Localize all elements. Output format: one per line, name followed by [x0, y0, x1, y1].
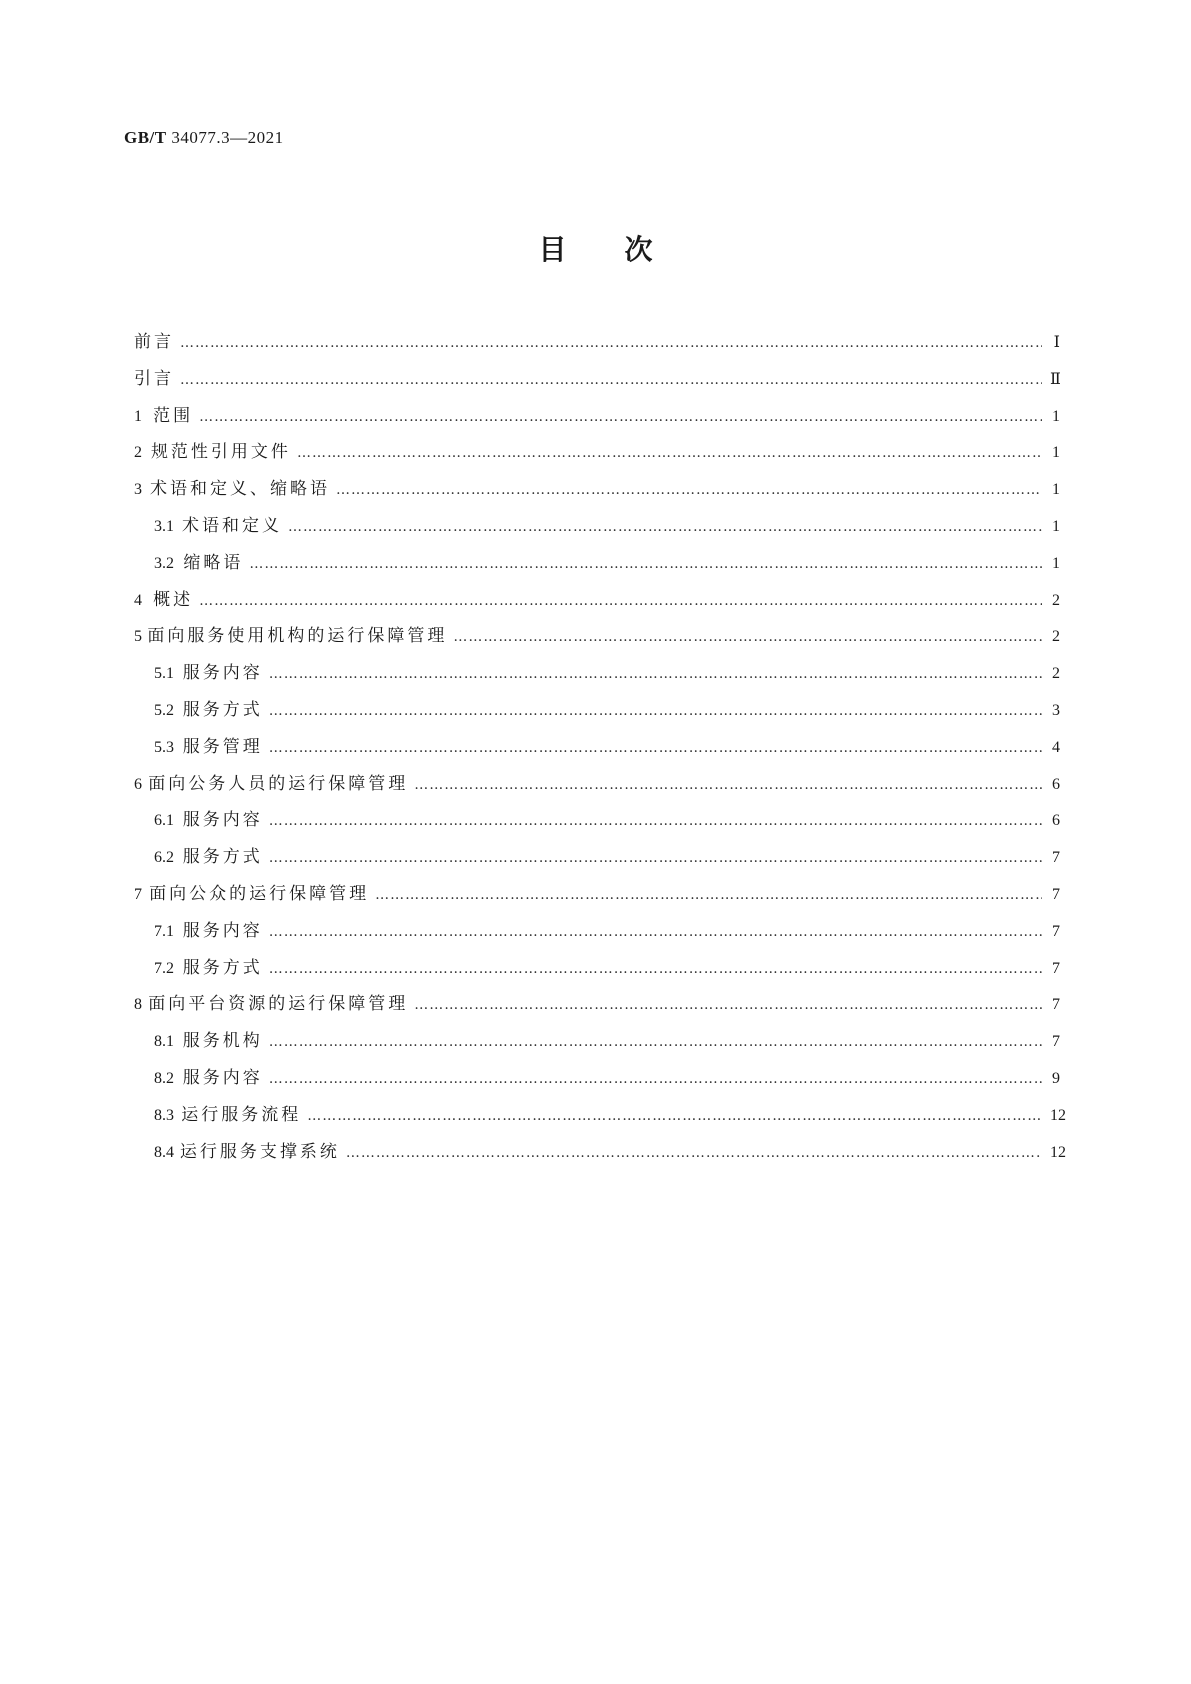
document-code: [124, 128, 284, 148]
toc-entry-8.3[interactable]: [134, 1100, 1066, 1137]
toc-entry-page: 7: [1052, 996, 1060, 1014]
toc-entry-label: 面向公务人员的运行保障管理: [148, 773, 409, 794]
toc-entry-3.2[interactable]: [134, 548, 1060, 585]
toc-entry-3.1[interactable]: [134, 511, 1060, 548]
toc-entry-number: 8.1: [154, 1033, 174, 1051]
toc-list: [134, 327, 1066, 1173]
toc-entry-5.1[interactable]: [134, 658, 1060, 695]
toc-entry-label: 运行服务支撑系统: [179, 1141, 340, 1162]
toc-entry-5.3[interactable]: [134, 732, 1060, 769]
toc-entry-label: 服务方式: [182, 957, 263, 978]
toc-entry-8.2[interactable]: [134, 1063, 1060, 1100]
toc-entry-label: 服务管理: [182, 736, 263, 757]
toc-entry-page: 7: [1052, 885, 1060, 903]
toc-entry-label: 服务方式: [182, 699, 263, 720]
toc-leader-dots: [269, 813, 1042, 829]
toc-entry-page: 12: [1050, 1143, 1066, 1161]
toc-entry-number: 6.1: [154, 812, 174, 830]
toc-leader-dots: [336, 482, 1042, 498]
toc-entry-page: Ⅰ: [1053, 334, 1060, 351]
toc-entry-number: 1: [134, 407, 142, 425]
toc-leader-dots: [269, 1071, 1042, 1087]
toc-entry-page: 2: [1052, 628, 1060, 646]
toc-entry-label: 前言: [134, 332, 174, 352]
toc-leader-dots: [269, 666, 1042, 682]
toc-entry-page: 7: [1052, 1033, 1060, 1051]
toc-entry-page: 7: [1052, 922, 1060, 940]
toc-entry-8[interactable]: [134, 989, 1060, 1026]
toc-leader-dots: [288, 519, 1042, 535]
toc-entry-6.1[interactable]: [134, 805, 1060, 842]
toc-entry-number: 2: [134, 444, 142, 462]
toc-entry-number: 5.1: [154, 665, 174, 683]
toc-leader-dots: [414, 777, 1042, 793]
toc-entry-8.4[interactable]: [134, 1137, 1066, 1174]
toc-entry-page: 12: [1050, 1106, 1066, 1124]
toc-entry-front-1[interactable]: [134, 364, 1060, 401]
toc-leader-dots: [269, 1034, 1042, 1050]
toc-entry-5.2[interactable]: [134, 695, 1060, 732]
toc-entry-7.2[interactable]: [134, 953, 1060, 990]
toc-entry-number: 3.1: [154, 517, 174, 535]
toc-leader-dots: [269, 924, 1042, 940]
toc-entry-number: 7: [134, 885, 142, 903]
toc-entry-label: 规范性引用文件: [150, 442, 291, 463]
toc-entry-page: 1: [1052, 407, 1060, 425]
toc-leader-dots: [453, 629, 1042, 645]
toc-entry-number: 5.3: [154, 738, 174, 756]
toc-entry-label: 运行服务流程: [181, 1104, 302, 1125]
toc-entry-label: 服务内容: [182, 1067, 263, 1088]
toc-entry-8.1[interactable]: [134, 1026, 1060, 1063]
toc-entry-number: 8: [134, 996, 142, 1014]
document-code-number: 34077.3—2021: [171, 128, 284, 147]
toc-leader-dots: [269, 703, 1042, 719]
toc-entry-number: 3.2: [154, 554, 174, 572]
toc-entry-number: 7.2: [154, 959, 174, 977]
toc-entry-number: 5.2: [154, 701, 174, 719]
toc-entry-page: 7: [1052, 849, 1060, 867]
toc-title: 目次: [538, 233, 711, 266]
toc-entry-4[interactable]: [134, 585, 1060, 622]
toc-entry-2[interactable]: [134, 437, 1060, 474]
toc-entry-page: Ⅱ: [1050, 370, 1061, 388]
toc-leader-dots: [269, 740, 1042, 756]
toc-entry-number: 7.1: [154, 922, 174, 940]
toc-entry-page: 4: [1052, 738, 1060, 756]
toc-entry-5[interactable]: [134, 621, 1060, 658]
toc-entry-page: 9: [1052, 1069, 1060, 1087]
toc-entry-label: 面向平台资源的运行保障管理: [148, 994, 409, 1015]
toc-entry-label: 面向服务使用机构的运行保障管理: [147, 626, 448, 647]
toc-entry-page: 2: [1052, 665, 1060, 683]
toc-entry-label: 服务机构: [182, 1031, 263, 1052]
toc-leader-dots: [249, 556, 1042, 572]
toc-entry-6[interactable]: [134, 769, 1060, 806]
toc-entry-page: 6: [1052, 775, 1060, 793]
toc-entry-page: 3: [1052, 701, 1060, 719]
toc-entry-number: 5: [134, 628, 142, 646]
toc-entry-label: 服务内容: [182, 920, 263, 941]
toc-entry-label: 服务方式: [182, 847, 263, 868]
toc-leader-dots: [180, 335, 1042, 351]
toc-leader-dots: [199, 593, 1042, 609]
toc-leader-dots: [346, 1145, 1042, 1161]
toc-entry-page: 1: [1052, 517, 1060, 535]
toc-entry-label: 术语和定义、缩略语: [150, 479, 331, 500]
document-code-prefix: GB/T: [124, 128, 167, 147]
toc-entry-number: 3: [134, 481, 142, 499]
toc-entry-number: 8.4: [154, 1143, 174, 1161]
toc-leader-dots: [180, 372, 1042, 388]
toc-entry-label: 面向公众的运行保障管理: [149, 883, 370, 904]
toc-entry-label: 引言: [134, 368, 174, 389]
toc-entry-label: 范围: [153, 405, 194, 426]
toc-entry-number: 8.3: [154, 1106, 174, 1124]
toc-entry-page: 1: [1052, 554, 1060, 572]
toc-leader-dots: [307, 1108, 1042, 1124]
toc-entry-number: 6.2: [154, 849, 174, 867]
toc-entry-page: 2: [1052, 591, 1060, 609]
toc-entry-page: 1: [1052, 481, 1060, 499]
toc-entry-label: 术语和定义: [181, 515, 282, 536]
toc-leader-dots: [199, 409, 1042, 425]
toc-entry-label: 概述: [153, 589, 194, 610]
toc-entry-number: 8.2: [154, 1069, 174, 1087]
toc-entry-label: 服务内容: [182, 810, 263, 831]
toc-entry-1[interactable]: [134, 401, 1060, 438]
toc-entry-front-0[interactable]: [134, 327, 1060, 364]
toc-leader-dots: [414, 997, 1042, 1013]
toc-entry-6.2[interactable]: [134, 842, 1060, 879]
toc-entry-label: 服务内容: [182, 663, 263, 684]
toc-entry-number: 4: [134, 591, 142, 609]
toc-leader-dots: [375, 887, 1042, 903]
toc-entry-page: 7: [1052, 959, 1060, 977]
toc-entry-label: 缩略语: [183, 552, 244, 573]
toc-entry-7[interactable]: [134, 879, 1060, 916]
toc-entry-page: 1: [1052, 444, 1060, 462]
toc-leader-dots: [269, 961, 1042, 977]
toc-entry-3[interactable]: [134, 474, 1060, 511]
toc-leader-dots: [297, 445, 1042, 461]
toc-entry-number: 6: [134, 775, 142, 793]
toc-leader-dots: [269, 850, 1042, 866]
toc-entry-7.1[interactable]: [134, 916, 1060, 953]
toc-entry-page: 6: [1052, 812, 1060, 830]
